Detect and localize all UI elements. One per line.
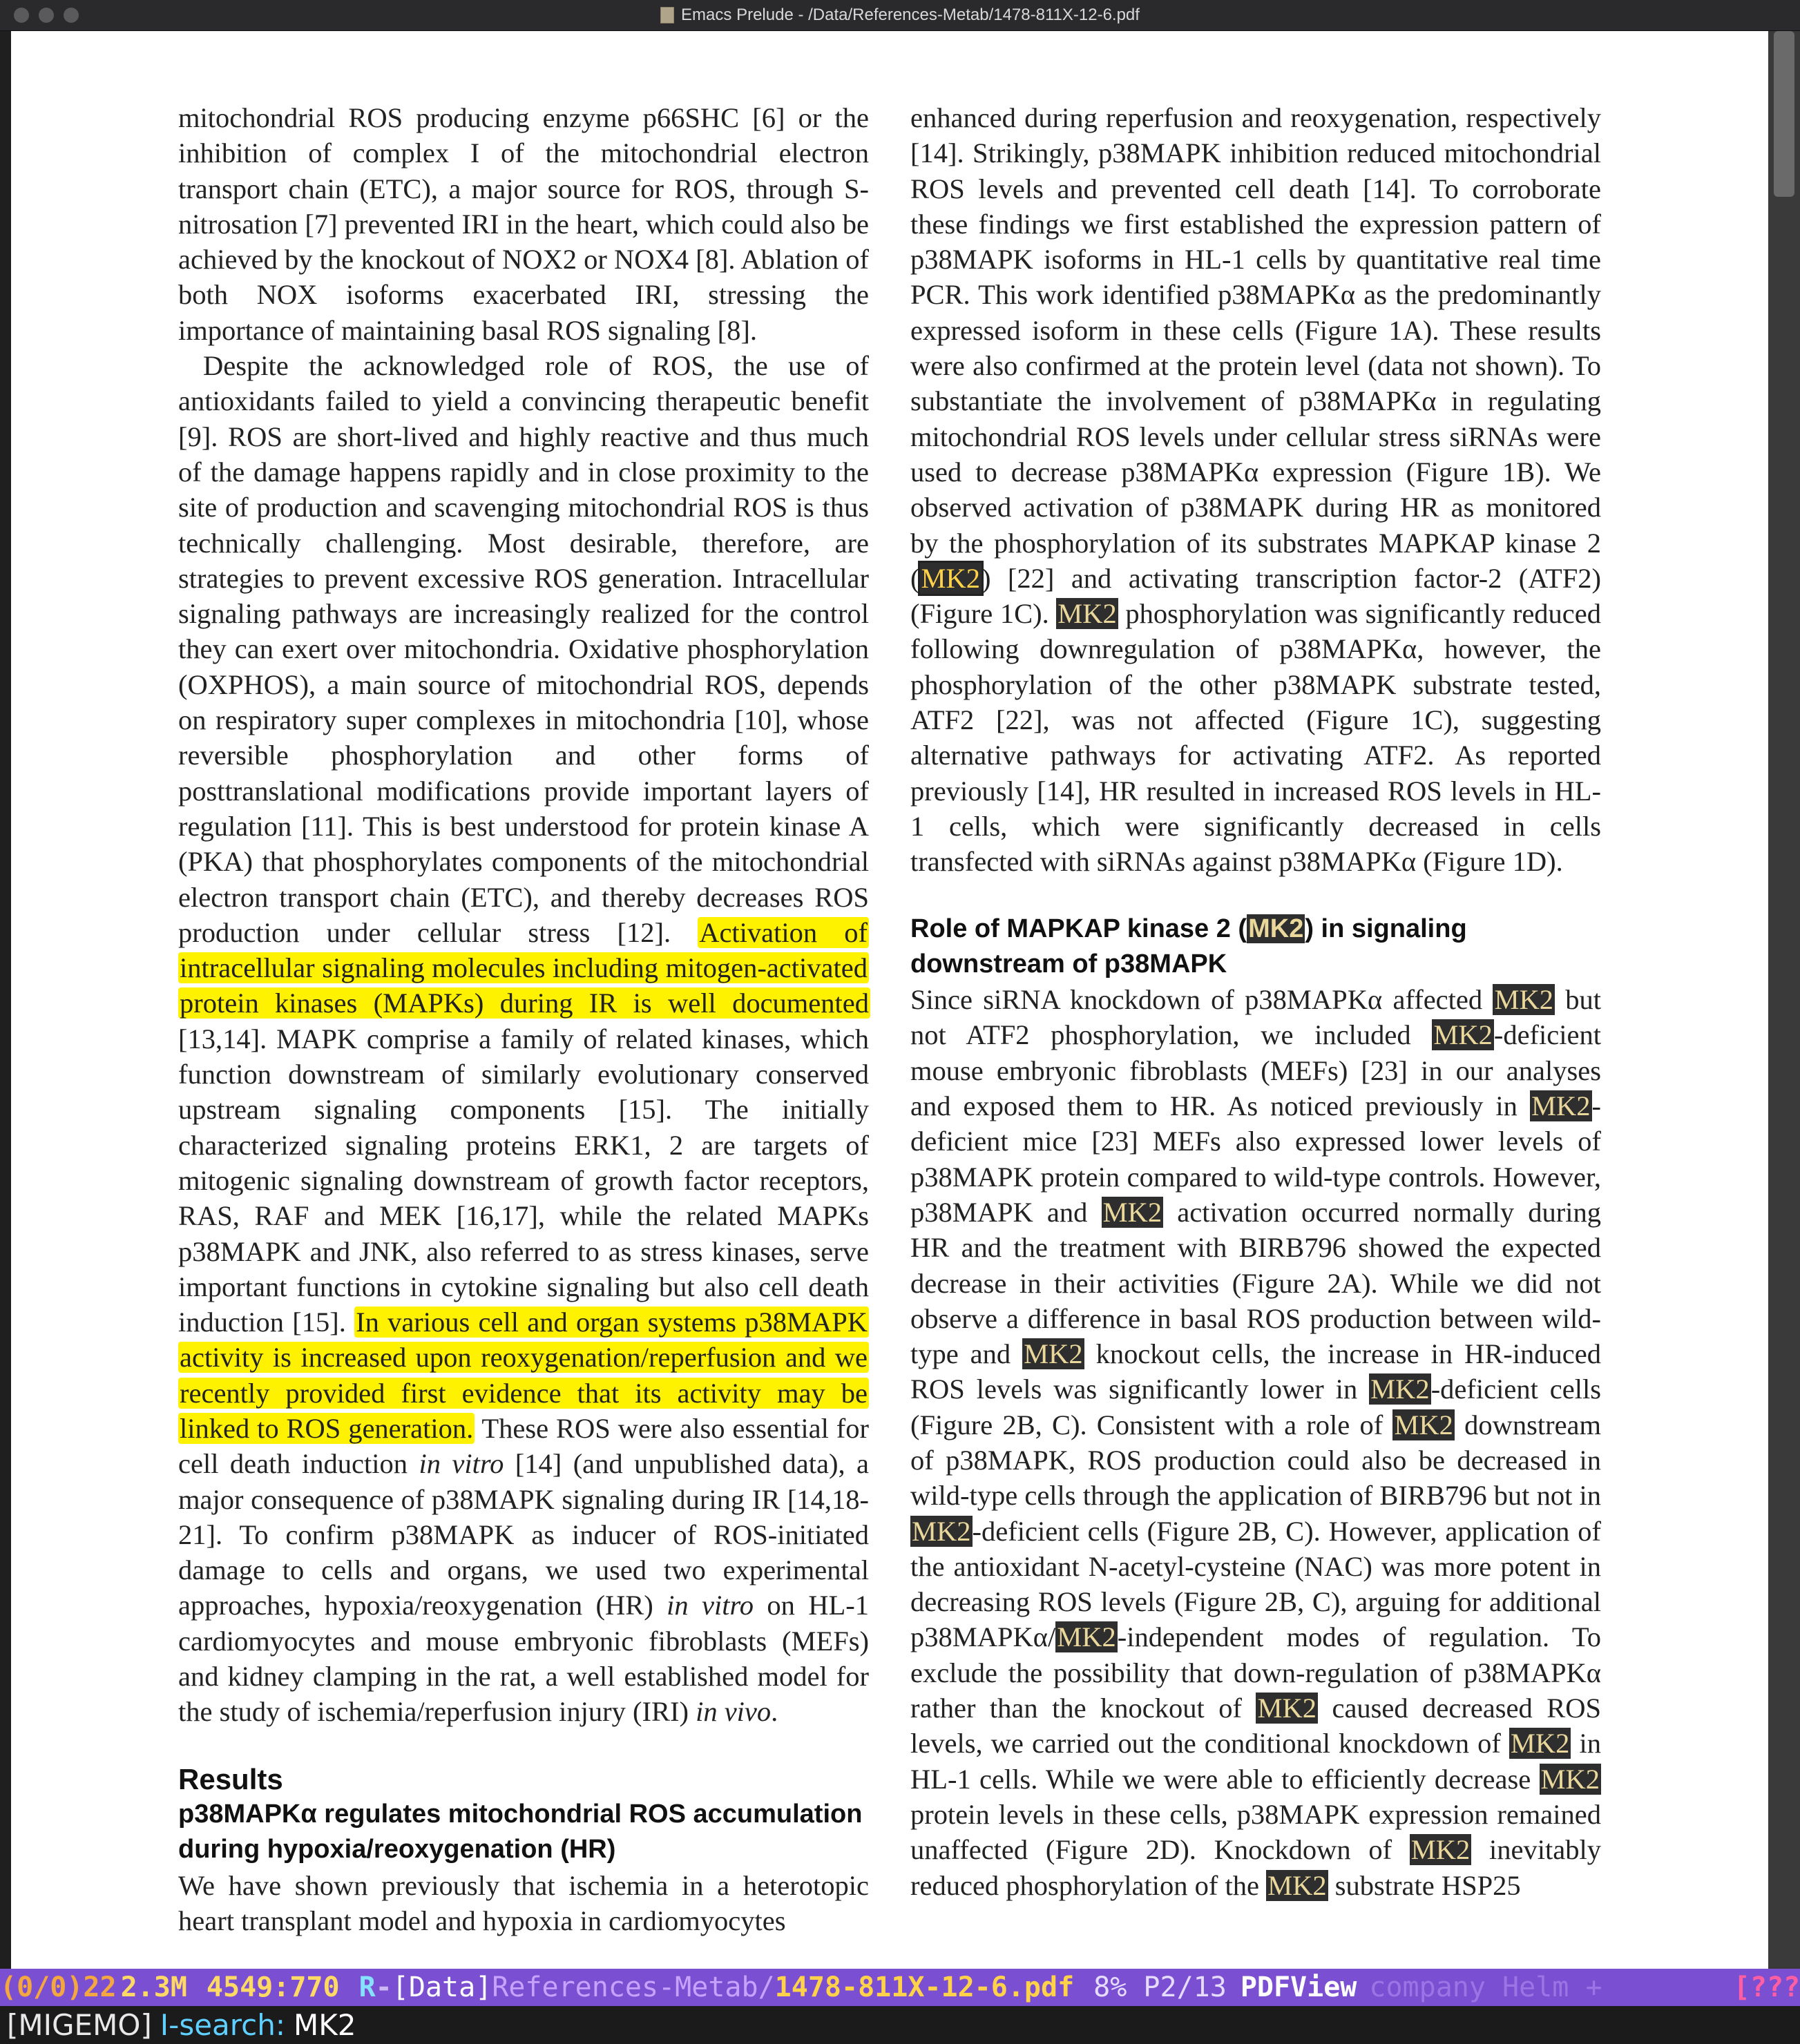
italic-in-vitro-2: in vitro (667, 1590, 754, 1621)
page-indicator: 8% P2/13 (1093, 1971, 1227, 2003)
window-title-wrap (660, 6, 1140, 25)
mode-line-number: 22 (83, 1971, 117, 2003)
right-p2-a: Since siRNA knockdown of p38MAPKα affected (910, 984, 1483, 1016)
section-subheading-2 (910, 912, 1601, 983)
buffer-file-name[interactable]: 1478-811X-12-6.pdf (774, 1971, 1075, 2003)
search-match-mk2[interactable]: MK2 (1394, 1409, 1453, 1440)
isearch-prompt: I-search: (160, 2008, 285, 2042)
italic-in-vivo: in vivo (696, 1696, 772, 1728)
right-p2-g: -deficient cells (Figure 2B, C). Consistent with a role of (910, 1373, 1602, 1440)
search-match-mk2-current[interactable]: MK2 (921, 562, 981, 594)
heading-text-b: ) in signaling downstream of p38MAPK (910, 914, 1467, 978)
search-match-mk2[interactable]: MK2 (912, 1515, 971, 1547)
left-p2-period: . (771, 1696, 778, 1728)
right-p1-text-b: ) [22] and activating transcription factor-2 (ATF2) (Figure 1C). (910, 562, 1601, 630)
left-p2-text-b: [13,14]. MAPK comprise a family of related kinases, which function downstream of similarly evolutionary conserved upstream signaling components [15]. The initially characterized signaling proteins ERK1, 2 are targets of mitogenic signaling downstream of growth factor receptors, RAS, RAF and MEK [16,17], while the related MAPKs p38MAPK and JNK, also referred to as stress kinases, serve important functions in cytokine signaling but also cell death induction [15]. (178, 1023, 869, 1338)
italic-in-vitro-1: in vitro (419, 1448, 504, 1480)
emacs-mode-line (0, 1969, 1800, 2006)
search-match-mk2[interactable]: MK2 (1057, 1621, 1116, 1653)
search-match-mk2[interactable]: MK2 (1370, 1373, 1430, 1405)
minimize-window-button[interactable] (39, 8, 54, 23)
right-p2-k: caused decreased ROS levels, we carried out the conditional knockdown of (910, 1693, 1602, 1759)
left-paragraph-1: mitochondrial ROS producing enzyme p66SHC [6] or the inhibition of complex I of the mitochondrial electron transport chain (ETC), a major source for ROS, through S-nitrosation [7] prevented IRI in the heart, which could also be achieved by the knockout of NOX2 or NOX4 [8]. Ablation of both NOX isoforms exacerbated IRI, stressing the importance of maintaining basal ROS signaling [8]. (178, 102, 869, 346)
search-count: (0/0) (0, 1971, 84, 2003)
right-paragraph-1 (910, 100, 1601, 880)
highlight-annotation-2[interactable]: In various cell and organ systems p38MAPK activity is increased upon reoxygenation/reperfusion and we recently provided first evidence that its activity may be linked to ROS generation. (180, 1307, 868, 1444)
right-column (910, 100, 1601, 1903)
pdf-page[interactable] (11, 31, 1768, 1969)
window-controls[interactable] (14, 8, 79, 23)
minibuffer[interactable] (0, 2006, 1800, 2044)
highlight-annotation-1[interactable]: Activation of intracellular signaling molecules including mitogen-activated protein kinases (MAPKs) during IR is well documented (180, 916, 869, 1019)
migemo-indicator: [MIGEMO] (7, 2008, 152, 2042)
read-only-indicator: R (358, 1971, 376, 2003)
search-match-mk2[interactable]: MK2 (1102, 1196, 1162, 1228)
document-icon (660, 7, 674, 23)
right-p2-d: -deficient mice [23] MEFs also expressed lower levels of p38MAPK protein compared to wild-type controls. However, p38MAPK and (910, 1090, 1601, 1228)
heading-text-a: Role of MAPKAP kinase 2 ( (910, 914, 1247, 943)
right-paragraph-2 (910, 982, 1601, 1903)
major-mode[interactable]: PDFView (1240, 1971, 1357, 2003)
left-p2-text-a: Despite the acknowledged role of ROS, the use of antioxidants failed to yield a convincing therapeutic benefit [9]. ROS are short-lived and highly reactive and thus much of the damage happens rapidly and in close proximity to the site of production and scavenging mitochondrial ROS is thus technically challenging. Most desirable, therefore, are strategies to prevent excessive ROS generation. Intracellular signaling pathways are increasingly realized for the control they can exert over mitochondria. Oxidative phosphorylation (OXPHOS), a main source of mitochondrial ROS, depends on respiratory super complexes in mitochondria [10], whose reversible phosphorylation and other forms of posttranslational modifications provide important layers of regulation [11]. This is best understood for protein kinase A (PKA) that phosphorylates components of the mitochondrial electron transport chain (ETC), and thereby decreases ROS production under cellular stress [12]. (178, 350, 869, 948)
left-paragraph-2 (178, 348, 869, 1730)
cursor-position: 4549:770 (206, 1971, 340, 2003)
left-column (178, 100, 869, 1938)
maximize-window-button[interactable] (64, 8, 79, 23)
right-p2-j: -independent modes of regulation. To exclude the possibility that down-regulation of p38MAPKα rather than the knockout of (910, 1621, 1601, 1724)
buffer-size: 2.3M (120, 1971, 187, 2003)
mode-line-status: [??? (1733, 1971, 1800, 2003)
close-window-button[interactable] (14, 8, 29, 23)
search-match-mk2[interactable]: MK2 (1433, 1019, 1493, 1051)
left-p2-text-d: [14] (and unpublished data), a major consequence of p38MAPK signaling during IR [14,18-21]. To confirm p38MAPK as inducer of ROS-initiated damage to cells and organs, we used two experimental approaches, hypoxia/reoxygenation (HR) (178, 1448, 869, 1621)
results-heading: Results (178, 1762, 283, 1795)
right-p2-m: protein levels in these cells, p38MAPK expression remained unaffected (Figure 2D). Knockdown of (910, 1798, 1601, 1866)
search-match-mk2[interactable]: MK2 (1410, 1834, 1471, 1866)
right-p2-o: substrate HSP25 (1334, 1869, 1521, 1901)
right-p2-h: downstream of p38MAPK, ROS production could also be decreased in wild-type cells through the application of BIRB796 but not in (910, 1409, 1602, 1512)
right-p2-f: knockout cells, the increase in HR-induced ROS levels was significantly lower in (910, 1338, 1601, 1405)
vertical-scrollbar[interactable] (1768, 31, 1800, 1969)
right-p2-i: -deficient cells (Figure 2B, C). However, application of the antioxidant N-acetyl-cysteine (NAC) was more potent in decreasing ROS levels (Figure 2B, C), arguing for additional p38MAPKα/ (910, 1515, 1601, 1653)
mode-line-separator: - (375, 1971, 392, 2003)
right-p2-n: inevitably reduced phosphorylation of the (910, 1834, 1601, 1901)
left-p2-text-e: on HL-1 cardiomyocytes and mouse embryonic fibroblasts (MEFs) and kidney clamping in the rat, a well established model for the study of ischemia/reperfusion injury (IRI) (178, 1590, 869, 1728)
search-match-mk2[interactable]: MK2 (1540, 1763, 1600, 1795)
window-titlebar (0, 0, 1800, 31)
right-p1-text-a: enhanced during reperfusion and reoxygenation, respectively [14]. Strikingly, p38MAPK inhibition reduced mitochondrial ROS levels and prevented cell death [14]. To corroborate these findings we first established the expression pattern of p38MAPK isoforms in HL-1 cells by quantitative real time PCR. This work identified p38MAPKα as the predominantly expressed isoform in these cells (Figure 1A). These results were also confirmed at the protein level (data not shown). To substantiate the involvement of p38MAPKα in regulating mitochondrial ROS levels under cellular stress siRNAs were used to decrease p38MAPKα expression (Figure 1B). We observed activation of p38MAPK during HR as monitored by the phosphorylation of its substrates MAPKAP kinase 2 ( (910, 102, 1601, 594)
search-match-mk2[interactable]: MK2 (1024, 1338, 1083, 1370)
search-match-mk2[interactable]: MK2 (1257, 1693, 1317, 1724)
left-paragraph-3: We have shown previously that ischemia in a heterotopic heart transplant model and hypoxia in cardiomyocytes (178, 1869, 869, 1936)
search-match-mk2[interactable]: MK2 (1057, 598, 1117, 630)
search-match-mk2[interactable]: MK2 (1510, 1728, 1570, 1759)
search-match-mk2[interactable]: MK2 (1248, 914, 1304, 943)
window-title: Emacs Prelude - /Data/References-Metab/1478-811X-12-6.pdf (681, 6, 1140, 24)
project-root[interactable]: [Data] (392, 1971, 492, 2003)
right-p2-l: in HL-1 cells. While we were able to efficiently decrease (910, 1728, 1602, 1795)
right-p2-c: -deficient mouse embryonic fibroblasts (MEFs) [23] in our analyses and exposed them to HR. As noticed previously in (910, 1019, 1602, 1122)
right-p1-text-c: phosphorylation was significantly reduced following downregulation of p38MAPKα, however, the phosphorylation of the other p38MAPK substrate tested, ATF2 [22], was not affected (Figure 1C), suggesting alternative pathways for activating ATF2. As reported previously [14], HR resulted in increased ROS levels in HL-1 cells, which were significantly decreased in cells transfected with siRNAs against p38MAPKα (Figure 1D). (910, 598, 1602, 878)
isearch-input[interactable]: MK2 (294, 2008, 356, 2042)
search-match-mk2[interactable]: MK2 (1494, 984, 1553, 1016)
right-p2-e: activation occurred normally during HR and the treatment with BIRB796 showed the expected decrease in their activities (Figure 2A). While we did not observe a difference in basal ROS production between wild-type and (910, 1196, 1602, 1370)
left-p2-text-c: These ROS were also essential for cell death induction (178, 1412, 869, 1480)
buffer-directory[interactable]: References-Metab/ (492, 1971, 775, 2003)
search-match-mk2[interactable]: MK2 (1531, 1090, 1591, 1122)
right-p2-b: but not ATF2 phosphorylation, we included (910, 984, 1602, 1051)
scrollbar-thumb[interactable] (1774, 31, 1794, 197)
minor-modes[interactable]: company Helm + (1369, 1971, 1602, 2003)
section-subheading-1: p38MAPKα regulates mitochondrial ROS accumulation during hypoxia/reoxygenation (HR) (178, 1799, 863, 1864)
search-match-mk2[interactable]: MK2 (1267, 1869, 1327, 1901)
